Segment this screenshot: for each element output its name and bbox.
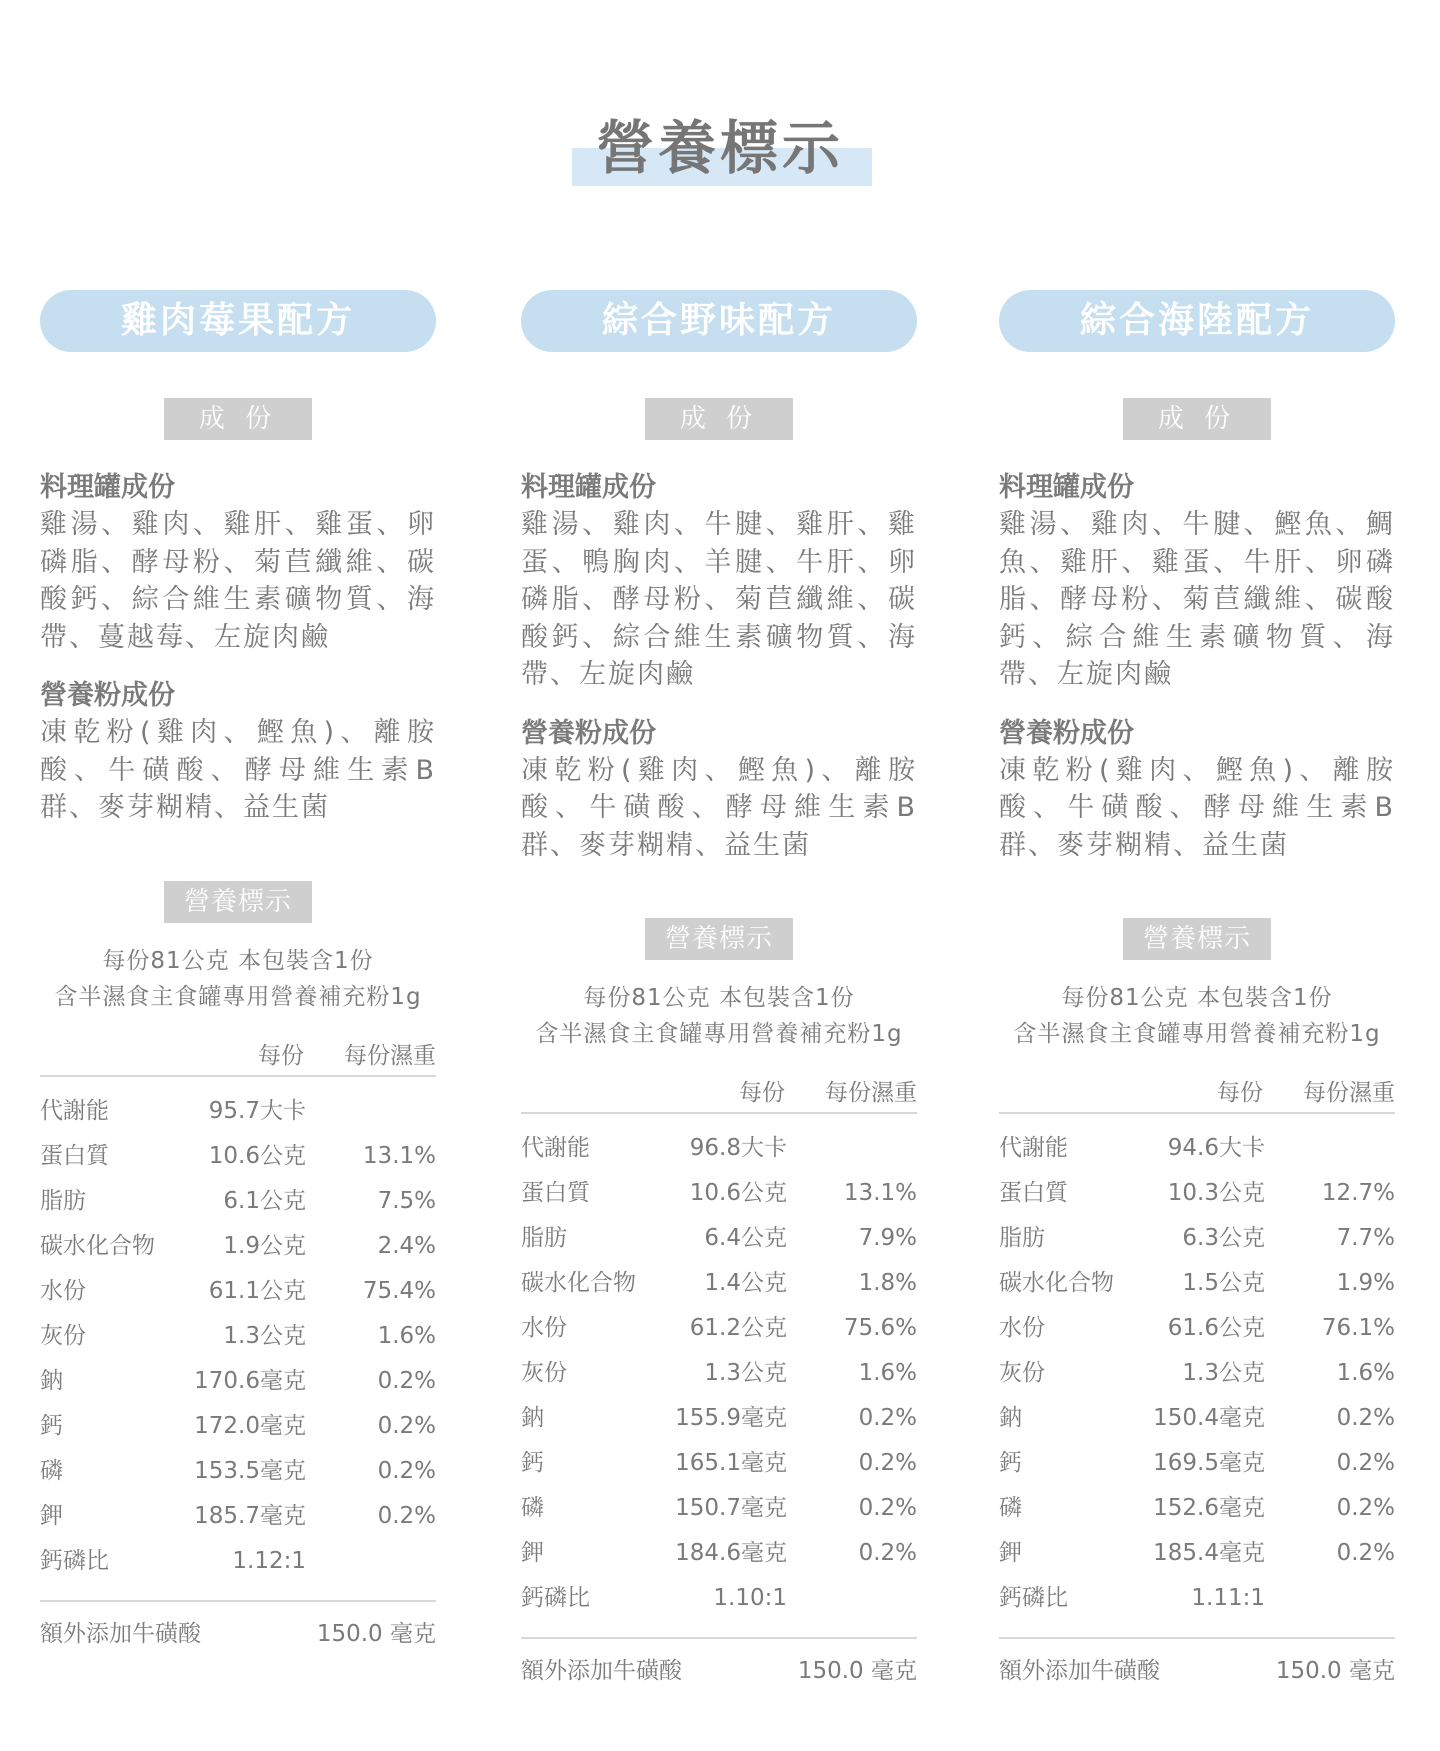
can-ingredients [999,470,1395,694]
formula-column [40,290,436,1666]
nutrition-row [999,1441,1395,1486]
nutrient-per-serving: 170.6毫克 [194,1367,306,1394]
nutrient-per-serving: 169.5毫克 [1153,1450,1265,1476]
nutrient-name: 磷 [999,1495,1022,1521]
nutrient-name: 鉀 [999,1540,1022,1566]
nutrition-row [521,1531,917,1576]
serving-line-1: 每份81公克 本包裝含1份 [1061,985,1333,1011]
powder-ingredients-text: 凍乾粉(雞肉、鰹魚)、離胺酸、牛磺酸、酵母維生素B群、麥芽糊精、益生菌 [521,754,917,861]
nutrition-row [999,1396,1395,1441]
nutrition-row [40,1224,436,1269]
powder-ingredients-text: 凍乾粉(雞肉、鰹魚)、離胺酸、牛磺酸、酵母維生素B群、麥芽糊精、益生菌 [40,717,436,823]
nutrition-row [40,1179,436,1224]
nutrient-name: 脂肪 [521,1225,567,1251]
formula-name-pill: 綜合野味配方 [521,290,917,352]
nutrient-per-serving: 184.6毫克 [675,1540,787,1566]
nutrient-name: 水份 [521,1315,567,1341]
header-wet-weight: 每份濕重 [1303,1080,1395,1106]
serving-info [999,980,1395,1052]
extra-taurine-value: 150.0 毫克 [797,1658,917,1684]
extra-taurine-label: 額外添加牛磺酸 [521,1658,682,1684]
nutrition-table-body [40,1089,436,1584]
nutrient-name: 脂肪 [999,1225,1045,1251]
nutrient-per-serving: 6.1公克 [223,1187,306,1214]
nutrient-name: 灰份 [999,1360,1045,1386]
nutrition-row [999,1216,1395,1261]
nutrition-row [999,1261,1395,1306]
nutrition-row [521,1171,917,1216]
nutrition-tag: 營養標示 [1123,918,1271,960]
formula-column [521,290,917,1703]
nutrient-name: 磷 [521,1495,544,1521]
nutrient-wet-weight-pct: 75.6% [843,1315,917,1341]
nutrient-per-serving: 1.3公克 [223,1322,306,1349]
nutrient-wet-weight-pct: 0.2% [377,1367,436,1394]
serving-line-2: 含半濕食主食罐專用營養補充粉1g [1013,1021,1381,1047]
nutrient-per-serving: 61.1公克 [208,1277,306,1304]
nutrient-wet-weight-pct: 1.9% [1336,1270,1395,1296]
nutrient-name: 蛋白質 [40,1142,109,1169]
nutrient-name: 代謝能 [999,1135,1068,1161]
nutrient-name: 鈣磷比 [999,1585,1068,1611]
extra-taurine-row [40,1600,436,1666]
serving-info [40,943,436,1015]
nutrient-per-serving: 96.8大卡 [689,1135,787,1161]
page-header [0,110,1440,200]
nutrient-wet-weight-pct: 0.2% [858,1450,917,1476]
nutrient-per-serving: 10.6公克 [208,1142,306,1169]
nutrient-wet-weight-pct: 0.2% [1336,1405,1395,1431]
can-ingredients-title: 料理罐成份 [521,472,656,503]
nutrition-table-body [999,1126,1395,1621]
nutrient-per-serving: 1.3公克 [1182,1360,1265,1386]
nutrient-name: 鈉 [999,1405,1022,1431]
nutrition-row [40,1134,436,1179]
nutrition-row [999,1126,1395,1171]
serving-line-2: 含半濕食主食罐專用營養補充粉1g [54,983,422,1010]
nutrient-wet-weight-pct: 13.1% [843,1180,917,1206]
nutrient-name: 鈣 [999,1450,1022,1476]
nutrient-wet-weight-pct: 7.9% [858,1225,917,1251]
nutrient-name: 磷 [40,1457,63,1484]
nutrient-wet-weight-pct: 0.2% [377,1412,436,1439]
ingredients-tag: 成 份 [645,398,793,440]
nutrition-row [999,1576,1395,1621]
nutrient-wet-weight-pct: 1.6% [377,1322,436,1349]
can-ingredients-text: 雞湯、雞肉、牛腱、鰹魚、鯛魚、雞肝、雞蛋、牛肝、卵磷脂、酵母粉、菊苣纖維、碳酸鈣、綜合維生素礦物質、海帶、左旋肉鹼 [999,509,1395,690]
ingredients-tag: 成 份 [164,398,312,440]
ingredients-tag: 成 份 [1123,398,1271,440]
nutrition-row [40,1494,436,1539]
nutrient-wet-weight-pct: 1.8% [858,1270,917,1296]
powder-ingredients-title: 營養粉成份 [40,680,175,711]
nutrition-tag: 營養標示 [164,881,312,923]
nutrition-row [999,1351,1395,1396]
nutrient-wet-weight-pct: 0.2% [858,1405,917,1431]
nutrition-tag: 營養標示 [645,918,793,960]
nutrient-name: 代謝能 [40,1097,109,1124]
nutrition-row [40,1359,436,1404]
nutrient-wet-weight-pct: 0.2% [858,1540,917,1566]
nutrient-per-serving: 61.6公克 [1167,1315,1265,1341]
powder-ingredients-title: 營養粉成份 [521,717,656,749]
nutrient-per-serving: 1.12:1 [232,1547,306,1574]
nutrient-name: 碳水化合物 [999,1270,1114,1296]
nutrition-row [40,1269,436,1314]
nutrient-per-serving: 150.7毫克 [675,1495,787,1521]
formula-name-pill: 綜合海陸配方 [999,290,1395,352]
nutrient-name: 鉀 [40,1502,63,1529]
nutrition-row [40,1314,436,1359]
extra-taurine-value: 150.0 毫克 [316,1620,436,1647]
nutrient-wet-weight-pct: 0.2% [377,1457,436,1484]
nutrient-per-serving: 94.6大卡 [1167,1135,1265,1161]
extra-taurine-value: 150.0 毫克 [1275,1658,1395,1684]
powder-ingredients [999,716,1395,865]
nutrient-wet-weight-pct: 1.6% [858,1360,917,1386]
nutrition-row [40,1404,436,1449]
nutrient-per-serving: 61.2公克 [689,1315,787,1341]
nutrition-row [999,1306,1395,1351]
can-ingredients-text: 雞湯、雞肉、雞肝、雞蛋、卵磷脂、酵母粉、菊苣纖維、碳酸鈣、綜合維生素礦物質、海帶、蔓越莓、左旋肉鹼 [40,509,436,653]
nutrient-per-serving: 172.0毫克 [194,1412,306,1439]
nutrient-name: 鈣 [40,1412,63,1439]
nutrition-row [40,1539,436,1584]
header-per-serving: 每份 [739,1080,785,1106]
can-ingredients [521,470,917,694]
nutrient-wet-weight-pct: 2.4% [377,1232,436,1259]
nutrition-row [521,1261,917,1306]
nutrient-wet-weight-pct: 76.1% [1321,1315,1395,1341]
nutrient-name: 脂肪 [40,1187,86,1214]
can-ingredients-text: 雞湯、雞肉、牛腱、雞肝、雞蛋、鴨胸肉、羊腱、牛肝、卵磷脂、酵母粉、菊苣纖維、碳酸鈣、綜合維生素礦物質、海帶、左旋肉鹼 [521,509,917,690]
nutrient-per-serving: 1.9公克 [223,1232,306,1259]
nutrient-wet-weight-pct: 7.7% [1336,1225,1395,1251]
nutrient-name: 水份 [999,1315,1045,1341]
nutrition-row [999,1486,1395,1531]
nutrition-row [40,1449,436,1494]
nutrient-per-serving: 150.4毫克 [1153,1405,1265,1431]
nutrition-row [40,1089,436,1134]
nutrient-per-serving: 6.3公克 [1182,1225,1265,1251]
nutrient-wet-weight-pct: 0.2% [1336,1450,1395,1476]
nutrition-table-header [999,1072,1395,1114]
serving-line-1: 每份81公克 本包裝含1份 [102,947,374,974]
can-ingredients-title: 料理罐成份 [40,472,175,503]
nutrient-name: 灰份 [40,1322,86,1349]
nutrition-table-header [521,1072,917,1114]
nutrient-name: 水份 [40,1277,86,1304]
nutrient-name: 鈣磷比 [521,1585,590,1611]
nutrition-row [521,1306,917,1351]
formula-name-pill: 雞肉莓果配方 [40,290,436,352]
nutrition-row [521,1576,917,1621]
nutrient-wet-weight-pct: 75.4% [362,1277,436,1304]
nutrient-wet-weight-pct: 1.6% [1336,1360,1395,1386]
header-wet-weight: 每份濕重 [825,1080,917,1106]
nutrient-per-serving: 10.6公克 [689,1180,787,1206]
nutrient-per-serving: 153.5毫克 [194,1457,306,1484]
nutrition-row [999,1531,1395,1576]
extra-taurine-row [999,1637,1395,1703]
nutrient-per-serving: 10.3公克 [1167,1180,1265,1206]
extra-taurine-label: 額外添加牛磺酸 [40,1620,201,1647]
nutrient-per-serving: 185.4毫克 [1153,1540,1265,1566]
nutrient-name: 蛋白質 [521,1180,590,1206]
nutrient-name: 鉀 [521,1540,544,1566]
nutrient-per-serving: 1.3公克 [704,1360,787,1386]
nutrient-wet-weight-pct: 0.2% [858,1495,917,1521]
header-wet-weight: 每份濕重 [344,1042,436,1069]
nutrient-per-serving: 155.9毫克 [675,1405,787,1431]
nutrient-per-serving: 1.11:1 [1191,1585,1265,1611]
nutrient-name: 代謝能 [521,1135,590,1161]
nutrient-per-serving: 1.4公克 [704,1270,787,1296]
header-per-serving: 每份 [258,1042,304,1069]
nutrient-name: 鈉 [521,1405,544,1431]
header-per-serving: 每份 [1217,1080,1263,1106]
nutrient-name: 鈉 [40,1367,63,1394]
nutrient-name: 碳水化合物 [521,1270,636,1296]
nutrient-per-serving: 95.7大卡 [208,1097,306,1124]
nutrition-row [521,1441,917,1486]
serving-line-2: 含半濕食主食罐專用營養補充粉1g [535,1021,903,1047]
nutrition-row [521,1486,917,1531]
nutrient-per-serving: 1.10:1 [713,1585,787,1611]
nutrient-wet-weight-pct: 12.7% [1321,1180,1395,1206]
nutrition-row [521,1126,917,1171]
powder-ingredients-text: 凍乾粉(雞肉、鰹魚)、離胺酸、牛磺酸、酵母維生素B群、麥芽糊精、益生菌 [999,754,1395,861]
extra-taurine-label: 額外添加牛磺酸 [999,1658,1160,1684]
extra-taurine-row [521,1637,917,1703]
formula-column [999,290,1395,1703]
nutrition-row [521,1396,917,1441]
nutrient-name: 蛋白質 [999,1180,1068,1206]
nutrition-row [521,1216,917,1261]
nutrient-wet-weight-pct: 0.2% [1336,1495,1395,1521]
nutrition-row [999,1171,1395,1216]
nutrient-wet-weight-pct: 13.1% [362,1142,436,1169]
can-ingredients-title: 料理罐成份 [999,472,1134,503]
nutrition-table-header [40,1035,436,1077]
nutrient-per-serving: 165.1毫克 [675,1450,787,1476]
powder-ingredients [521,716,917,865]
nutrient-wet-weight-pct: 0.2% [1336,1540,1395,1566]
nutrition-row [521,1351,917,1396]
nutrient-per-serving: 185.7毫克 [194,1502,306,1529]
nutrient-wet-weight-pct: 0.2% [377,1502,436,1529]
powder-ingredients [40,678,436,827]
nutrient-per-serving: 1.5公克 [1182,1270,1265,1296]
nutrient-name: 碳水化合物 [40,1232,155,1259]
page-title: 營養標示 [595,114,844,182]
powder-ingredients-title: 營養粉成份 [999,717,1134,749]
nutrient-per-serving: 6.4公克 [704,1225,787,1251]
nutrition-table-body [521,1126,917,1621]
serving-line-1: 每份81公克 本包裝含1份 [583,985,855,1011]
nutrient-name: 鈣磷比 [40,1547,109,1574]
nutrient-name: 鈣 [521,1450,544,1476]
nutrient-wet-weight-pct: 7.5% [377,1187,436,1214]
can-ingredients [40,470,436,656]
nutrient-name: 灰份 [521,1360,567,1386]
serving-info [521,980,917,1052]
nutrient-per-serving: 152.6毫克 [1153,1495,1265,1521]
